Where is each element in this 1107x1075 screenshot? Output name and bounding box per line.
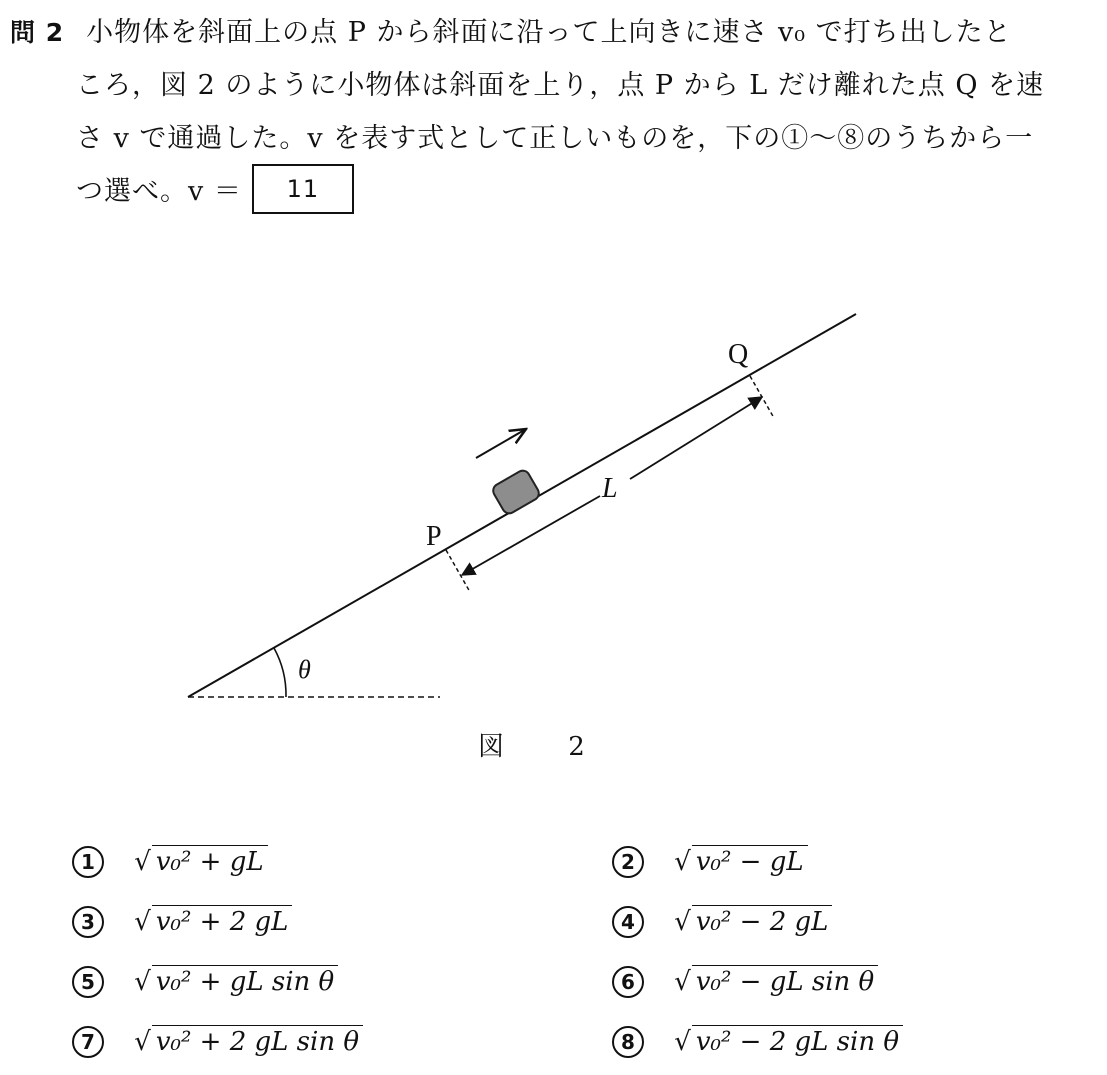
choice-8-expression: v₀² − 2 gL sin θ [692, 1025, 903, 1058]
question-line-1-text: 小物体を斜面上の点 P から斜面に沿って上向きに速さ v₀ で打ち出したと [86, 17, 1012, 48]
label-theta: θ [298, 655, 311, 684]
choice-5[interactable] [72, 956, 338, 1006]
choice-6-expression: v₀² − gL sin θ [692, 965, 878, 998]
sqrt-icon: √ [134, 967, 151, 997]
theta-arc [274, 648, 286, 697]
label-p: P [426, 521, 442, 552]
choice-4-expr-wrap [674, 907, 832, 937]
sqrt-icon: √ [674, 967, 691, 997]
choice-7-number: 7 [72, 1026, 104, 1058]
label-l: L [602, 473, 618, 504]
sqrt-icon: √ [674, 1027, 691, 1057]
choice-4-number: 4 [612, 906, 644, 938]
velocity-arrow [476, 429, 526, 458]
distance-arrow-upper [630, 397, 762, 479]
choice-2[interactable] [612, 836, 808, 886]
choice-2-number: 2 [612, 846, 644, 878]
sqrt-icon: √ [134, 907, 151, 937]
choice-3-number: 3 [72, 906, 104, 938]
p-tick [446, 550, 470, 592]
choice-3[interactable] [72, 896, 292, 946]
choice-1-number: 1 [72, 846, 104, 878]
choice-2-expr-wrap [674, 847, 807, 877]
block [491, 468, 542, 516]
choice-5-number: 5 [72, 966, 104, 998]
choice-4-expression: v₀² − 2 gL [692, 905, 833, 938]
choice-1[interactable] [72, 836, 268, 886]
sqrt-icon: √ [674, 847, 691, 877]
sqrt-icon: √ [674, 907, 691, 937]
choice-2-expression: v₀² − gL [692, 845, 808, 878]
choice-5-expr-wrap [134, 967, 338, 997]
choice-8-number: 8 [612, 1026, 644, 1058]
question-line-4-text: つ選べ。v ＝ [76, 176, 242, 207]
question-line-3: さ v で通過した。v を表す式として正しいものを，下の①～⑧のうちから一 [76, 123, 1034, 154]
sqrt-icon: √ [134, 1027, 151, 1057]
choice-7-expr-wrap [134, 1027, 363, 1057]
choice-5-expression: v₀² + gL sin θ [152, 965, 338, 998]
choice-6[interactable] [612, 956, 878, 1006]
choice-6-number: 6 [612, 966, 644, 998]
label-q: Q [728, 339, 749, 370]
distance-arrow-lower [462, 496, 600, 575]
question-label: 問 2 [10, 18, 65, 47]
choice-3-expression: v₀² + 2 gL [152, 905, 293, 938]
choice-4[interactable] [612, 896, 832, 946]
choice-6-expr-wrap [674, 967, 878, 997]
figure-caption: 図 2 [478, 732, 613, 762]
choice-7-expression: v₀² + 2 gL sin θ [152, 1025, 363, 1058]
sqrt-icon: √ [134, 847, 151, 877]
choice-3-expr-wrap [134, 907, 292, 937]
choice-7[interactable] [72, 1016, 363, 1066]
choice-8-expr-wrap [674, 1027, 903, 1057]
answer-box[interactable]: 11 [252, 164, 354, 214]
choice-1-expr-wrap [134, 847, 267, 877]
question-line-2: ころ，図 2 のように小物体は斜面を上り，点 P から L だけ離れた点 Q を速 [76, 70, 1045, 101]
choice-8[interactable] [612, 1016, 903, 1066]
choice-1-expression: v₀² + gL [152, 845, 268, 878]
